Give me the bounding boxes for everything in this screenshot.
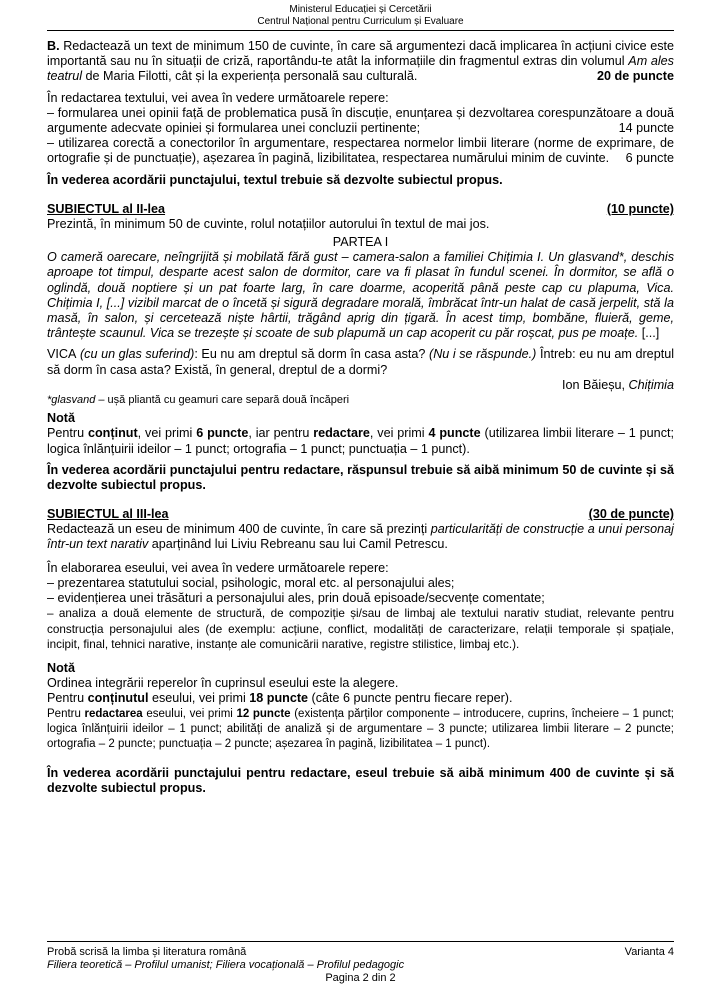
track-profile: Filiera teoretică – Profilul umanist; Filiera vocațională – Profilul pedagogic [47, 959, 405, 971]
subject-2-nota: Pentru conținut, vei primi 6 puncte, iar pentru redactare, vei primi 4 puncte (utilizarea limbii literare – 1 punct; logica înlănțuirii ideilor – 1 punct; ortografia – 1 punct; punctuația – 1 punct). [47, 426, 674, 456]
part-b-intro: În redactarea textului, vei avea în vedere următoarele repere: [47, 90, 389, 105]
footnote: *glasvand – ușă pliantă cu geamuri care separă două încăperi [47, 394, 350, 407]
part-b [47, 39, 674, 188]
subject-3-n1: Ordinea integrării reperelor în cuprinsul eseului este la alegere. [47, 676, 399, 691]
document-footer [47, 941, 674, 985]
part-b-final: În vederea acordării punctajului, textul trebuie să dezvolte subiectul propus. [47, 172, 503, 187]
subject-2-final: În vederea acordării punctajului pentru redactare, răspunsul trebuie să aibă minimum 50 de cuvinte și să dezvolte subiectul propus. [47, 462, 674, 493]
subject-3-r2: – evidențierea unei trăsături a personajului ales, prin două episoade/secvențe comentate; [47, 591, 545, 606]
subject-2-points: (10 puncte) [606, 201, 674, 216]
subject-3 [47, 507, 674, 796]
part-b-item1: – formularea unei opinii față de problematica pusă în discuție, enunțarea și dezvoltarea corespunzătoare a două argumente adecvate opiniei și formularea unei concluzii pertinente; 14 puncte [47, 105, 674, 136]
document-header [47, 0, 674, 28]
part-b-task: B. Redactează un text de minimum 150 de cuvinte, în care să argumentezi dacă implicarea în acțiuni civice este importantă sau nu în situații de criză, raportându-te atât la informațiile din fragmentul extras din volumul Am ales teatrul de Maria Filotti, cât și la experiența personală sau culturală. 20 de puncte [47, 39, 674, 84]
ministry-name: Ministerul Educației și Cercetării [289, 4, 432, 15]
page [47, 0, 674, 797]
fragment-part: PARTEA I [332, 235, 389, 250]
subject-2-nota-label: Notă [47, 411, 75, 426]
subject-3-n2: Pentru conținutul eseului, vei primi 18 puncte (câte 6 puncte pentru fiecare reper). [47, 691, 513, 706]
part-b-item2: – utilizarea corectă a conectorilor în argumentare, respectarea normelor limbii literare (norme de exprimare, de ortografie și de punctuație), așezarea în pagină, lizibilitatea, respectarea numărului minim de cuvinte. 6 puncte [47, 136, 674, 166]
fragment-text: O cameră oarecare, neîngrijită și mobilată fără gust – camera-salon a familiei Chițimia I. Un glasvand*, deschis aproape tot timpul, desparte acest salon de dormitor, care va fi plasat în fundul scenei. În dormitor, se află o oglindă, două noptiere și un pat foarte larg, în care doarme, acoperită până peste cap cu plapuma, Vica. Chițimia I, [...] vizibil marcat de o încetă și sigură degradare morală, îmbrăcat într-un halat de casă jerpelit, stă la masă, în salon, și cercetează niște hârtii, trăgând aprig din țigară. În acest timp, bombăne, fluieră, geme, trântește scaunul. Vica se trezește și scoate de sub plapumă un cap acoperit cu păr roșcat, pus pe moațe. [...] [47, 250, 674, 341]
page-number: Pagina 2 din 2 [325, 972, 396, 984]
exam-name: Probă scrisă la limba și literatura română [47, 946, 247, 958]
subject-3-task: Redactează un eseu de minimum 400 de cuvinte, în care să prezinți particularități de construcție a unui personaj într-un text narativ aparținând lui Liviu Rebreanu sau lui Camil Petrescu. [47, 522, 674, 552]
subject-3-final: În vederea acordării punctajului pentru redactare, eseul trebuie să aibă minimum 400 de cuvinte și să dezvolte subiectul propus. [47, 766, 674, 796]
fragment-source: Ion Băieșu, Chițimia [561, 377, 674, 392]
center-name: Centrul Național pentru Curriculum și Evaluare [257, 16, 464, 27]
book-title: Am ales teatrul [47, 54, 674, 84]
part-b-points: 20 de puncte [597, 69, 674, 84]
dialogue-vica: VICA (cu un glas suferind): Eu nu am dreptul să dorm în casa asta? (Nu i se răspunde.) Întreb: eu nu am dreptul să dorm în casa asta? Există, în general, dreptul de a dormi? [47, 347, 674, 377]
part-b-label: B. [47, 39, 60, 53]
subject-2 [47, 202, 674, 493]
variant: Varianta 4 [624, 946, 674, 958]
subject-3-title: SUBIECTUL al III-lea [47, 507, 169, 522]
subject-2-task: Prezintă, în minimum 50 de cuvinte, rolul notațiilor autorului în textul de mai jos. [47, 216, 490, 231]
subject-3-intro: În elaborarea eseului, vei avea în vedere următoarele repere: [47, 560, 389, 575]
subject-3-n3: Pentru redactarea eseului, vei primi 12 puncte (existența părților componente – introducere, cuprins, încheiere – 1 punct; logica înlănțuirii ideilor – 1 punct; abilități de analiză și de argumentare – 3 puncte; utilizarea limbii literare – 2 puncte; ortografia – 2 puncte; punctuația – 2 puncte; așezarea în pagină, lizibilitatea – 1 punct). [47, 707, 674, 750]
subject-3-r3: – analiza a două elemente de structură, de compoziție și/sau de limbaj ale textului narativ studiat, relevante pentru construcția personajului ales (de exemplu: acțiune, conflict, modalități de caracterizare, relații temporale și spațiale, incipit, final, tehnici narative, instanțe ale comunicării narative, registre stilistice, limbaj etc.). [47, 607, 674, 651]
subject-3-heading [47, 507, 674, 522]
header-rule [47, 30, 674, 31]
subject-3-r1: – prezentarea statutului social, psihologic, moral etc. al personajului ales; [47, 575, 455, 590]
subject-3-points: (30 de puncte) [588, 507, 674, 522]
subject-2-title: SUBIECTUL al II-lea [47, 201, 166, 216]
subject-2-heading [47, 202, 674, 217]
subject-3-nota-label: Notă [47, 660, 75, 675]
